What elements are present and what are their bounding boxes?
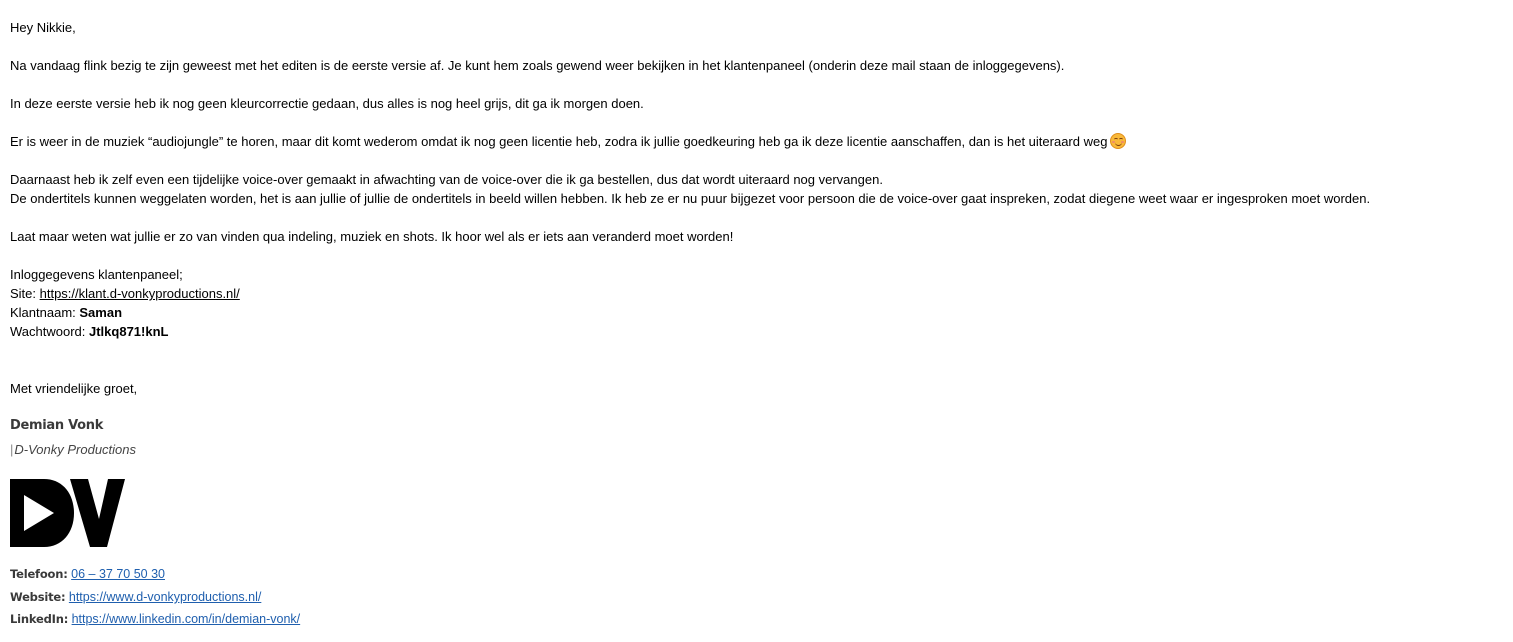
login-heading: Inloggegevens klantenpaneel; (10, 267, 183, 282)
greeting: Hey Nikkie, (10, 20, 76, 35)
login-password (10, 322, 1505, 341)
website-link[interactable]: https://www.d-vonkyproductions.nl/ (68, 590, 262, 604)
signature-company-bar: | (10, 442, 14, 457)
login-site (10, 284, 1505, 303)
paragraph-voice-over: Daarnaast heb ik zelf even een tijdelijke voice-over gemaakt in afwachting van de voice-over die ik ga bestellen, dus dat wordt uiteraard nog vervangen. (10, 172, 883, 187)
login-client-label: Klantnaam: (10, 305, 80, 320)
signature-company (10, 442, 136, 457)
signature-linkedin (10, 611, 300, 628)
paragraph-subtitles: De ondertitels kunnen weggelaten worden, het is aan jullie of jullie de ondertitels in beeld willen hebben. Ik heb ze er nu puur bijgezet voor persoon die de voice-over gaat inspreken, zodat diegene weet waar er ingesproken moet worden. (10, 191, 1371, 206)
login-password-label: Wachtwoord: (10, 324, 89, 339)
paragraph-music (10, 132, 1505, 151)
paragraph-color-correction: In deze eerste versie heb ik nog geen kleurcorrectie gedaan, dus alles is nog heel grijs, dit ga ik morgen doen. (10, 96, 644, 111)
paragraph-music-text: Er is weer in de muziek “audiojungle” te horen, maar dit komt wederom omdat ik nog geen licentie heb, zodra ik jullie goedkeuring heb ga ik deze licentie aanschaffen, dan is het uiteraard weg (10, 134, 1108, 149)
email-body (10, 18, 1505, 398)
signature-website (10, 589, 261, 606)
login-client-value: Saman (79, 305, 123, 320)
phone-label: Telefoon: (10, 567, 68, 581)
linkedin-link[interactable]: https://www.linkedin.com/in/demian-vonk/ (71, 612, 301, 626)
signature-name: Demian Vonk (10, 418, 104, 433)
dv-logo (10, 479, 125, 547)
closing: Met vriendelijke groet, (10, 381, 138, 396)
login-site-label: Site: (10, 286, 40, 301)
smiling-face-icon (1110, 133, 1126, 149)
signature-phone (10, 566, 165, 583)
paragraph-edit-status: Na vandaag flink bezig te zijn geweest met het editen is de eerste versie af. Je kunt hem zoals gewend weer bekijken in het klantenpaneel (onderin deze mail staan de inloggegevens). (10, 58, 1065, 73)
login-client (10, 303, 1505, 322)
paragraph-feedback: Laat maar weten wat jullie er zo van vinden qua indeling, muziek en shots. Ik hoor wel als er iets aan veranderd moet worden! (10, 229, 734, 244)
signature-company-name: D-Vonky Productions (14, 442, 137, 457)
login-password-value: Jtlkq871!knL (89, 324, 169, 339)
phone-link[interactable]: 06 – 37 70 50 30 (71, 567, 165, 581)
website-label: Website: (10, 590, 66, 604)
linkedin-label: LinkedIn: (10, 612, 69, 626)
client-panel-link[interactable]: https://klant.d-vonkyproductions.nl/ (39, 286, 240, 301)
